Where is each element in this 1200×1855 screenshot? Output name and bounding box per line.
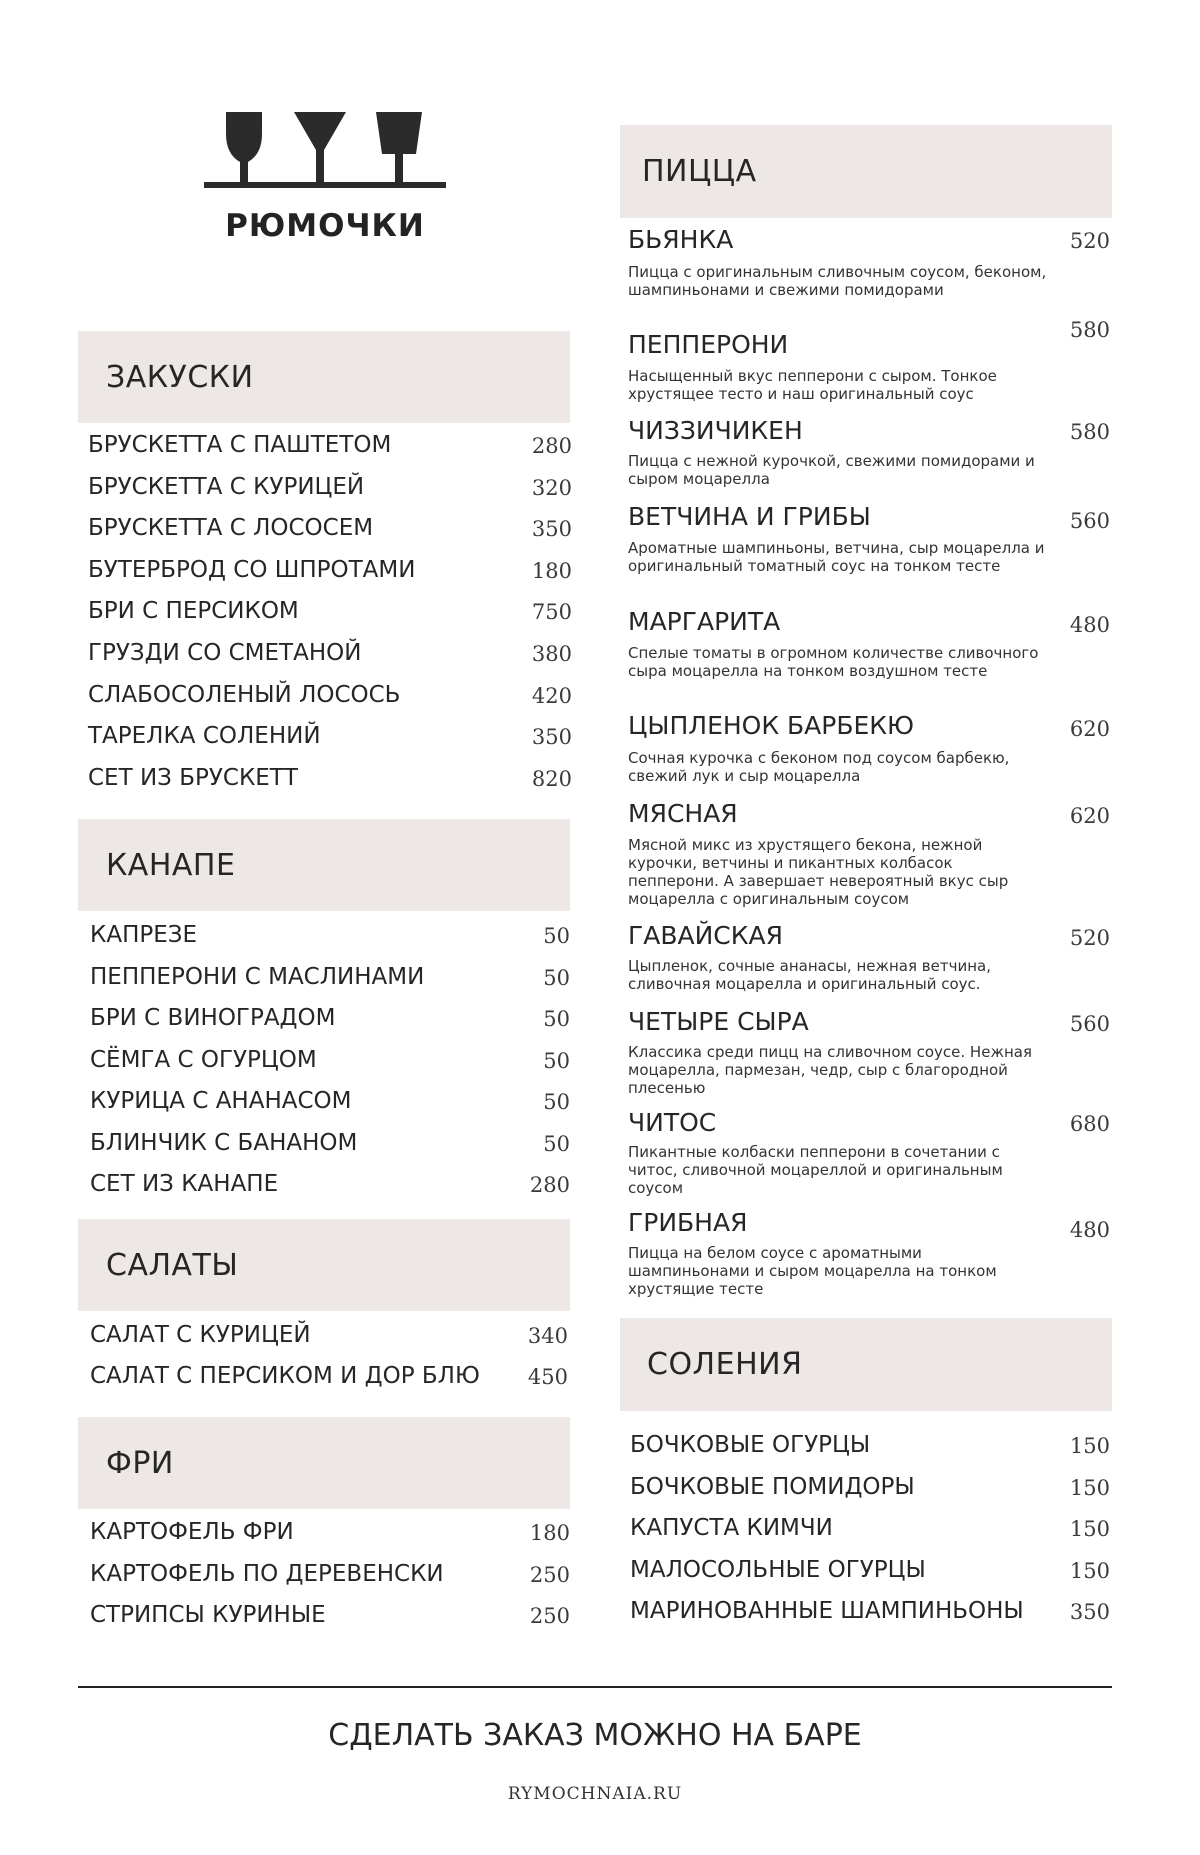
- menu-item-price: 180: [529, 1521, 570, 1545]
- menu-item-name: СЕТ ИЗ БРУСКЕТТ: [88, 765, 298, 791]
- menu-item-price: 180: [531, 559, 572, 583]
- menu-item-price: 340: [527, 1324, 568, 1348]
- pizza-name: ЧИТОС: [628, 1108, 717, 1137]
- section-header-fri: [78, 1417, 570, 1509]
- menu-item-price: 820: [531, 767, 572, 791]
- pizza-price: 560: [1069, 1012, 1110, 1036]
- menu-item-price: 380: [531, 642, 572, 666]
- menu-item-price: 50: [543, 924, 570, 948]
- menu-item-name: КАРТОФЕЛЬ ФРИ: [90, 1519, 294, 1545]
- menu-item-name: СЛАБОСОЛЕНЫЙ ЛОСОСЬ: [88, 682, 401, 708]
- menu-item-name: БРУСКЕТТА С КУРИЦЕЙ: [88, 474, 365, 500]
- section-title: ФРИ: [106, 1445, 174, 1481]
- pizza-price: 620: [1069, 804, 1110, 828]
- pizza-name: ЦЫПЛЕНОК БАРБЕКЮ: [628, 711, 915, 740]
- menu-item-price: 750: [531, 600, 572, 624]
- order-at-bar-text: СДЕЛАТЬ ЗАКАЗ МОЖНО НА БАРЕ: [328, 1718, 862, 1753]
- menu-item-price: 450: [527, 1365, 568, 1389]
- menu-item-name: КАПУСТА КИМЧИ: [630, 1515, 833, 1541]
- menu-item-price: 150: [1069, 1517, 1110, 1541]
- menu-item-name: МАРИНОВАННЫЕ ШАМПИНЬОНЫ: [630, 1598, 1024, 1624]
- menu-item-price: 280: [529, 1173, 570, 1197]
- menu-item-price: 350: [531, 725, 572, 749]
- menu-item-price: 420: [531, 684, 572, 708]
- pizza-description: Спелые томаты в огромном количестве сливочного сыра моцарелла на тонком воздушном тесте: [628, 644, 1039, 680]
- pizza-price: 520: [1069, 926, 1110, 950]
- section-header-kanape: [78, 819, 570, 911]
- brand-name: РЮМОЧКИ: [225, 208, 425, 244]
- pizza-price: 580: [1069, 420, 1110, 444]
- pizza-name: ЧИЗЗИЧИКЕН: [628, 416, 803, 445]
- section-title: ЗАКУСКИ: [106, 359, 254, 395]
- footer-divider: [78, 1686, 1112, 1688]
- menu-item-price: 50: [543, 1090, 570, 1114]
- pizza-description: Мясной микс из хрустящего бекона, нежной курочки, ветчины и пикантных колбасок пепперони. А завершает невероятный вкус сыр моцарелла с оригинальным соусом: [628, 836, 1009, 908]
- pizza-price: 480: [1069, 613, 1110, 637]
- menu-item-price: 250: [529, 1563, 570, 1587]
- menu-item-price: 250: [529, 1604, 570, 1628]
- pizza-name: ПЕППЕРОНИ: [628, 330, 789, 359]
- menu-item-name: БУТЕРБРОД СО ШПРОТАМИ: [88, 557, 416, 583]
- menu-item-name: ТАРЕЛКА СОЛЕНИЙ: [88, 723, 321, 749]
- menu-item-name: БОЧКОВЫЕ ОГУРЦЫ: [630, 1432, 871, 1458]
- menu-item-price: 320: [531, 476, 572, 500]
- section-title: ПИЦЦА: [642, 154, 757, 189]
- menu-item-price: 280: [531, 434, 572, 458]
- pizza-description: Пицца на белом соусе с ароматными шампиньонами и сыром моцарелла на тонком хрустящие тесте: [628, 1244, 997, 1298]
- menu-item-name: ГРУЗДИ СО СМЕТАНОЙ: [88, 640, 362, 666]
- pizza-price: 620: [1069, 717, 1110, 741]
- pizza-description: Пицца с нежной курочкой, свежими помидорами и сыром моцарелла: [628, 452, 1035, 488]
- menu-item-name: СЁМГА С ОГУРЦОМ: [90, 1047, 317, 1073]
- menu-item-name: САЛАТ С ПЕРСИКОМ И ДОР БЛЮ: [90, 1363, 480, 1389]
- section-header-salaty: [78, 1219, 570, 1311]
- menu-item-name: СЕТ ИЗ КАНАПЕ: [90, 1171, 279, 1197]
- pizza-name: БЬЯНКА: [628, 225, 734, 254]
- menu-item-name: БРИ С ВИНОГРАДОМ: [90, 1005, 336, 1031]
- menu-item-name: КАРТОФЕЛЬ ПО ДЕРЕВЕНСКИ: [90, 1561, 444, 1587]
- pizza-price: 680: [1069, 1112, 1110, 1136]
- menu-item-price: 350: [1069, 1600, 1110, 1624]
- menu-item-price: 50: [543, 1007, 570, 1031]
- menu-item-price: 150: [1069, 1434, 1110, 1458]
- menu-item-price: 350: [531, 517, 572, 541]
- section-title: САЛАТЫ: [106, 1247, 239, 1283]
- pizza-price: 580: [1069, 318, 1110, 342]
- menu-item-name: БРУСКЕТТА С ПАШТЕТОМ: [88, 432, 392, 458]
- menu-item-name: БРИ С ПЕРСИКОМ: [88, 598, 299, 624]
- menu-item-price: 50: [543, 966, 570, 990]
- menu-item-name: БРУСКЕТТА С ЛОСОСЕМ: [88, 515, 374, 541]
- menu-item-name: МАЛОСОЛЬНЫЕ ОГУРЦЫ: [630, 1557, 926, 1583]
- pizza-description: Ароматные шампиньоны, ветчина, сыр моцарелла и оригинальный томатный соус на тонком тесте: [628, 539, 1045, 575]
- menu-item-name: БОЧКОВЫЕ ПОМИДОРЫ: [630, 1474, 915, 1500]
- pizza-description: Насыщенный вкус пепперони с сыром. Тонкое хрустящее тесто и наш оригинальный соус: [628, 367, 997, 403]
- menu-item-name: КУРИЦА С АНАНАСОМ: [90, 1088, 352, 1114]
- menu-item-name: СТРИПСЫ КУРИНЫЕ: [90, 1602, 326, 1628]
- menu-item-name: КАПРЕЗЕ: [90, 922, 198, 948]
- pizza-name: МАРГАРИТА: [628, 607, 781, 636]
- pizza-name: ЧЕТЫРЕ СЫРА: [628, 1007, 809, 1036]
- pizza-description: Пикантные колбаски пепперони в сочетании с читос, сливочной моцареллой и оригинальным соусом: [628, 1143, 1003, 1197]
- section-header-pizza: [620, 125, 1112, 218]
- section-title: СОЛЕНИЯ: [647, 1347, 803, 1382]
- pizza-description: Классика среди пицц на сливочном соусе. Нежная моцарелла, пармезан, чедр, сыр с благородной плесенью: [628, 1043, 1032, 1097]
- pizza-description: Сочная курочка с беконом под соусом барбекю, свежий лук и сыр моцарелла: [628, 749, 1010, 785]
- section-header-zakuski: [78, 331, 570, 423]
- section-header-solenia: [620, 1318, 1112, 1411]
- pizza-name: ГАВАЙСКАЯ: [628, 921, 783, 950]
- menu-item-price: 50: [543, 1132, 570, 1156]
- pizza-price: 560: [1069, 509, 1110, 533]
- pizza-price: 520: [1069, 229, 1110, 253]
- pizza-description: Цыпленок, сочные ананасы, нежная ветчина, сливочная моцарелла и оригинальный соус.: [628, 957, 991, 993]
- pizza-name: ГРИБНАЯ: [628, 1208, 748, 1237]
- section-title: КАНАПЕ: [106, 847, 236, 883]
- pizza-name: ВЕТЧИНА И ГРИБЫ: [628, 502, 871, 531]
- menu-item-name: САЛАТ С КУРИЦЕЙ: [90, 1322, 311, 1348]
- pizza-description: Пицца с оригинальным сливочным соусом, беконом, шампиньонами и свежими помидорами: [628, 263, 1047, 299]
- menu-item-price: 150: [1069, 1559, 1110, 1583]
- website-link[interactable]: RYMOCHNAIA.RU: [507, 1784, 683, 1804]
- menu-item-name: БЛИНЧИК С БАНАНОМ: [90, 1130, 358, 1156]
- pizza-name: МЯСНАЯ: [628, 799, 738, 828]
- menu-item-price: 150: [1069, 1476, 1110, 1500]
- pizza-price: 480: [1069, 1218, 1110, 1242]
- menu-item-name: ПЕППЕРОНИ С МАСЛИНАМИ: [90, 964, 425, 990]
- menu-item-price: 50: [543, 1049, 570, 1073]
